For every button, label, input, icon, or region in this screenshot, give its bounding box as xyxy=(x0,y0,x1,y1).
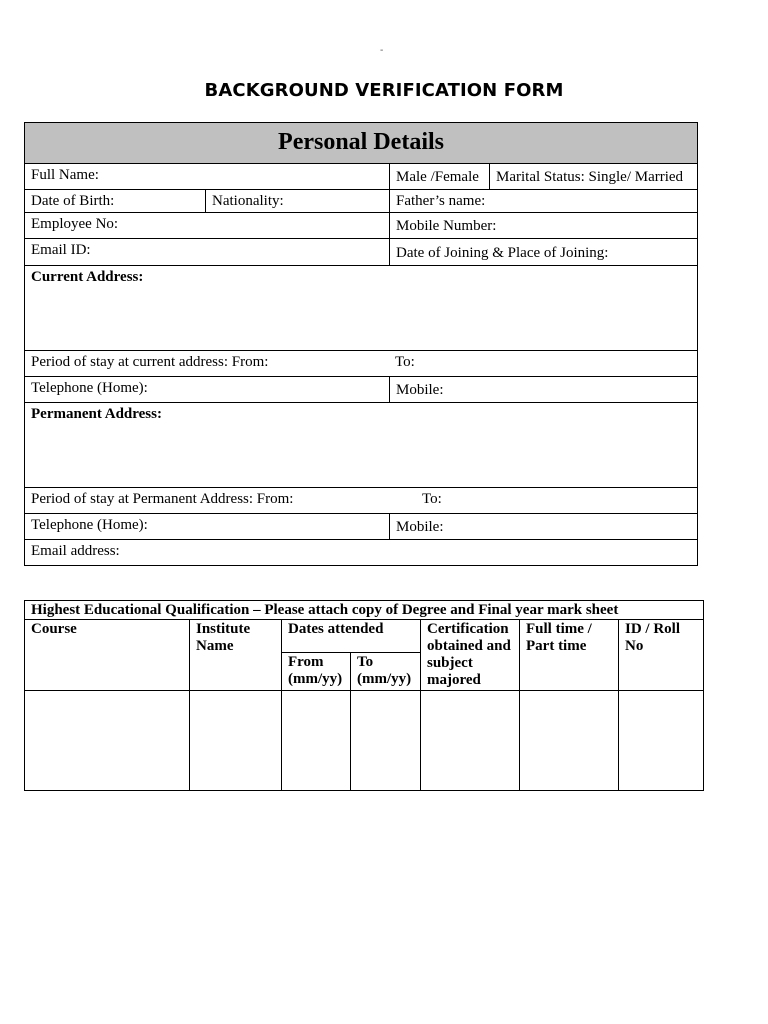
current-address-field[interactable]: Current Address: xyxy=(25,266,698,351)
fulltime-header: Full time / Part time xyxy=(520,620,619,691)
education-table xyxy=(24,600,704,791)
personal-details-table xyxy=(24,122,698,566)
certification-header: Certification obtained and subject majored xyxy=(421,620,520,691)
full-name-field[interactable]: Full Name: xyxy=(25,164,390,190)
father-name-field[interactable]: Father’s name: xyxy=(390,190,698,213)
mobile-number-field[interactable]: Mobile Number: xyxy=(390,213,698,239)
email-address-field[interactable]: Email address: xyxy=(25,540,698,566)
gender-field[interactable]: Male /Female xyxy=(390,164,490,190)
institute-header: Institute Name xyxy=(190,620,282,691)
certification-cell[interactable] xyxy=(421,691,520,791)
permanent-period-to[interactable]: To: xyxy=(422,491,442,507)
permanent-address-field[interactable]: Permanent Address: xyxy=(25,403,698,488)
fulltime-cell[interactable] xyxy=(520,691,619,791)
nationality-field[interactable]: Nationality: xyxy=(206,190,390,213)
email-id-field[interactable]: Email ID: xyxy=(25,239,390,266)
course-header: Course xyxy=(25,620,190,691)
current-period-to[interactable]: To: xyxy=(395,354,415,370)
permanent-telephone-field[interactable]: Telephone (Home): xyxy=(25,514,390,540)
permanent-mobile-field[interactable]: Mobile: xyxy=(390,514,698,540)
education-title: Highest Educational Qualification – Please attach copy of Degree and Final year mark sheet xyxy=(25,601,704,620)
to-cell[interactable] xyxy=(351,691,421,791)
current-telephone-field[interactable]: Telephone (Home): xyxy=(25,377,390,403)
permanent-period-from[interactable]: Period of stay at Permanent Address: From: xyxy=(31,491,294,507)
personal-details-heading: Personal Details xyxy=(25,123,698,164)
form-title: BACKGROUND VERIFICATION FORM xyxy=(204,80,564,101)
course-cell[interactable] xyxy=(25,691,190,791)
joining-field[interactable]: Date of Joining & Place of Joining: xyxy=(390,239,698,266)
header-mark: - xyxy=(380,45,384,56)
from-cell[interactable] xyxy=(282,691,351,791)
from-header: From (mm/yy) xyxy=(282,653,351,691)
marital-status-field[interactable]: Marital Status: Single/ Married xyxy=(490,164,698,190)
current-period-from[interactable]: Period of stay at current address: From: xyxy=(31,354,269,370)
id-roll-header: ID / Roll No xyxy=(619,620,704,691)
dob-field[interactable]: Date of Birth: xyxy=(25,190,206,213)
dates-attended-header: Dates attended xyxy=(282,620,421,653)
institute-cell[interactable] xyxy=(190,691,282,791)
permanent-period-row xyxy=(25,488,698,514)
current-period-row xyxy=(25,351,698,377)
employee-no-field[interactable]: Employee No: xyxy=(25,213,390,239)
to-header: To (mm/yy) xyxy=(351,653,421,691)
current-mobile-field[interactable]: Mobile: xyxy=(390,377,698,403)
id-roll-cell[interactable] xyxy=(619,691,704,791)
